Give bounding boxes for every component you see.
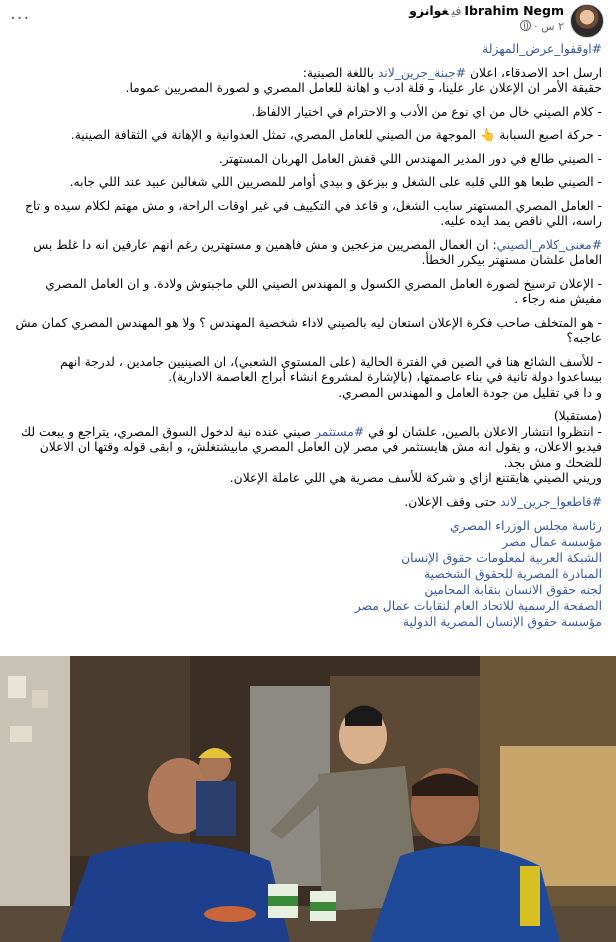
bullet-item: - حركة اصبع السبابة xyxy=(495,128,602,142)
tagged-page-link[interactable]: رئاسة مجلس الوزراء المصري xyxy=(450,519,602,533)
post-meta: ٢ س · xyxy=(516,20,564,33)
tagged-page-link[interactable]: مؤسسة حقوق الإنسان المصرية الدولية xyxy=(402,615,602,629)
post-time[interactable]: ٢ س xyxy=(541,20,564,33)
group-name[interactable]: غوانزو xyxy=(409,3,449,18)
bullet-item: الموجهة من الصيني للعامل المصري، تمثل العدوانية و الإهانة في الثقافة الصينية. xyxy=(70,128,481,142)
author-name[interactable]: Ibrahim Negm xyxy=(464,3,564,18)
bullet-item: - الصيني طالع في دور المدير المهندس اللي قفش العامل الهربان المستهتر. xyxy=(218,151,602,166)
hashtag-link[interactable]: #مستثمر xyxy=(314,424,365,439)
tagged-page-link[interactable]: المبادرة المصرية للحقوق الشخصية xyxy=(424,567,602,581)
post-text xyxy=(12,42,602,630)
post-image[interactable] xyxy=(0,656,616,942)
hashtag-link[interactable]: #قاطعوا_جرين_لاند xyxy=(500,494,602,509)
bullet-item: - للأسف الشائع هنا في الصين في الفترة الحالية (على المستوى الشعبي)، ان الصينيين جامدين ، لدرجة انهم بيساعدوا دولة تانية في بناء عاصمتها، (بالإشارة لمشروع انشاء أبراج العاصمة الادارية). xyxy=(60,354,602,384)
bullet-item: - كلام الصيني خال من اي نوع من الأدب و الاحترام في اختيار الالفاظ. xyxy=(251,104,602,119)
ad-scene-illustration xyxy=(0,656,616,942)
post-paragraph: باللغة الصينية: xyxy=(302,65,378,80)
post-paragraph: (مستقبلا) xyxy=(553,409,602,423)
post-paragraph: وريني الصيني هايقتنع ازاي و شركة للأسف مصرية هي اللي عاملة الإعلان. xyxy=(229,471,602,485)
hashtag-link[interactable]: #اوقفوا_عرض_المهزلة xyxy=(482,42,602,56)
avatar[interactable] xyxy=(570,4,604,38)
hashtag-link[interactable]: #معنى_كلام_الصيني xyxy=(496,237,602,252)
tagged-page-link[interactable]: لجنه حقوق الانسان بنقابة المحامين xyxy=(424,583,602,597)
globe-icon xyxy=(520,20,531,31)
more-options-button[interactable]: ··· xyxy=(10,8,31,29)
bullet-item: - الصيني طبعا هو اللي قلبه على الشغل و بيزعق و بيدي أوامر للمصريين اللي شغالين عبيد عند اللي جابه. xyxy=(69,175,602,189)
hashtag-link[interactable]: #جبنة_جرين_لاند xyxy=(377,65,467,80)
bullet-item: - العامل المصري المستهتر سايب الشغل، و قاعد في التكييف في غير اوقات الراحة، و مش مهتم لكلام سيده و تاج راسه، اللي ناقص يمد ايده عليه. xyxy=(25,198,602,228)
post-header xyxy=(0,0,616,42)
post-paragraph: حقيقة الأمر ان الإعلان عار علينا، و قلة ادب و اهانة للعامل المصري و لصورة المصريين عموما. xyxy=(125,81,602,95)
author-line xyxy=(409,3,564,18)
tagged-pages-list xyxy=(12,518,602,630)
post-paragraph: ارسل احد الاصدقاء، اعلان xyxy=(466,65,602,80)
pointing-finger-emoji: 👆 xyxy=(480,128,496,142)
in-word: في xyxy=(451,3,462,18)
post-paragraph: : ان العمال المصريين مزعجين و مش فاهمين و مستهترين رغم انهم عارفين انه دا غلط بس العامل علشان مستهتر بيكرر الخطأ. xyxy=(33,237,602,267)
bullet-item: - هو المتخلف صاحب فكرة الإعلان استعان ليه بالصيني لاداء شخصية المهندس ؟ ولا هو المهندس المصري كمان مش عاجبه؟ xyxy=(15,315,602,345)
bullet-item: و دا في تقليل من جودة العامل و المهندس المصري. xyxy=(338,385,602,400)
post-paragraph: صيني عنده نية لدخول السوق المصري، يتراجع و يبعت لك فيديو الاعلان، و يقول انه مش هايستثمر في مصر لإن العامل المصري مابيشتغلش، و ابقى قوله وقتها ان الاعلان للضحك و مش بجد. xyxy=(21,424,602,470)
post-paragraph: حتى وقف الإعلان. xyxy=(404,494,501,509)
tagged-page-link[interactable]: مؤسسة عمال مصر xyxy=(502,535,602,549)
tagged-page-link[interactable]: الشبكة العربية لمعلومات حقوق الإنسان xyxy=(401,551,602,565)
tagged-page-link[interactable]: الصفحة الرسمية للاتحاد العام لنقابات عمال مصر xyxy=(354,599,602,613)
post-paragraph: - انتظروا انتشار الاعلان بالصين، علشان لو في xyxy=(364,424,602,439)
bullet-item: - الإعلان ترسيخ لصورة العامل المصري الكسول و المهندس الصيني اللي ماجبتوش ولادة. و ان العامل المصري مفيش منه رجاء . xyxy=(45,276,602,306)
